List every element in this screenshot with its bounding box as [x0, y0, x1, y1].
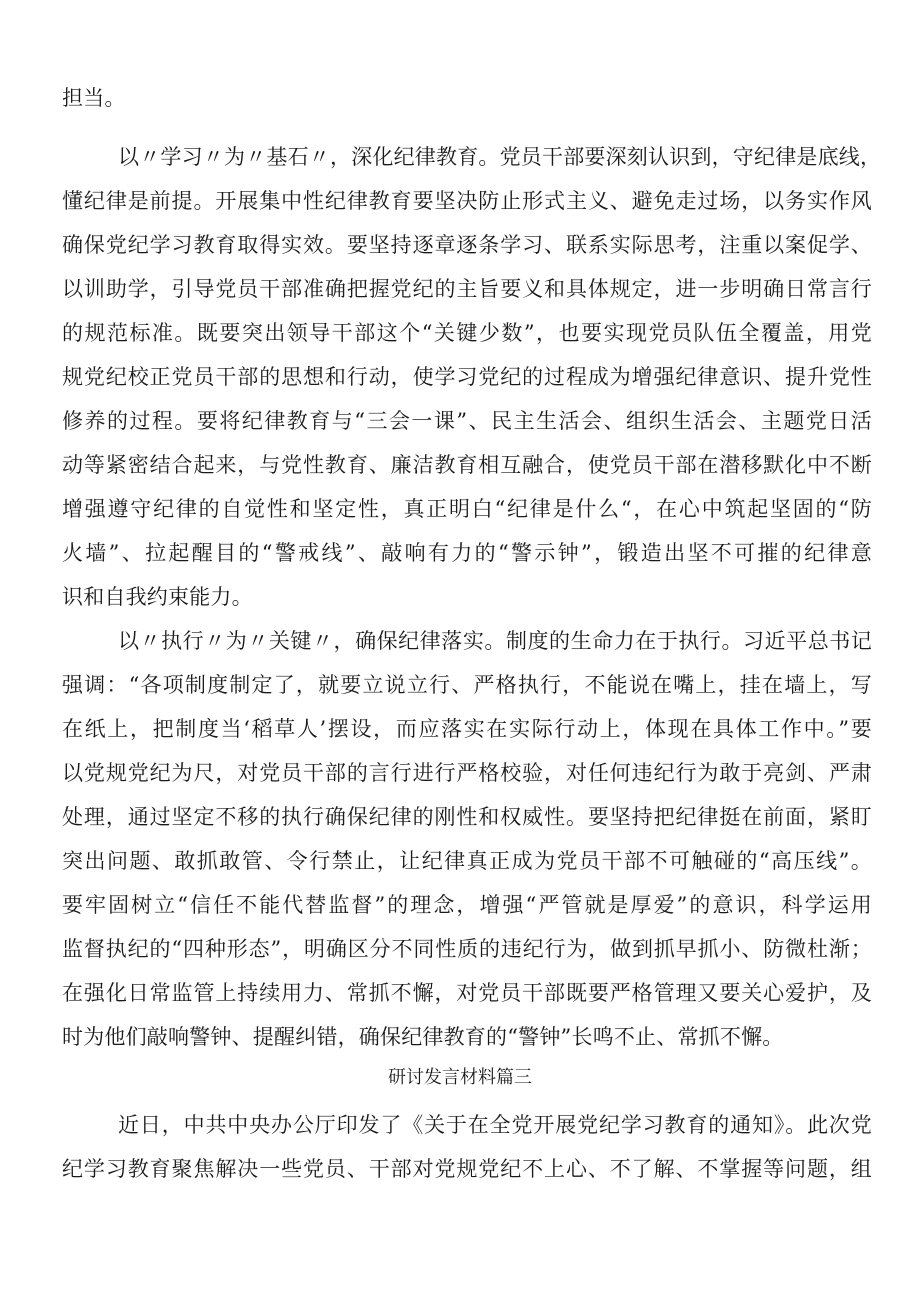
text-line: 修养的过程。要将纪律教育与“三会一课”、民主生活会、组织生活会、主题党日活: [62, 409, 872, 433]
text-line: 动等紧密结合起来，与党性教育、廉洁教育相互融合，使党员干部在潜移默化中不断: [62, 453, 872, 477]
text-line: 处理，通过坚定不移的执行确保纪律的刚性和权威性。要坚持把纪律挺在前面，紧盯: [62, 805, 872, 829]
text-line: 以〃执行〃为〃关键〃，确保纪律落实。制度的生命力在于执行。习近平总书记: [118, 629, 872, 653]
section-heading: 研讨发言材料篇三: [388, 1067, 532, 1088]
text-line: 近日，中共中央办公厅印发了《关于在全党开展党纪学习教育的通知》。此次党: [118, 1113, 872, 1137]
text-line: 纪学习教育聚焦解决一些党员、干部对党规党纪不上心、不了解、不掌握等问题，组: [62, 1157, 872, 1181]
text-line: 规党纪校正党员干部的思想和行动，使学习党纪的过程成为增强纪律意识、提升党性: [62, 365, 872, 389]
text-line: 以〃学习〃为〃基石〃，深化纪律教育。党员干部要深刻认识到，守纪律是底线，: [118, 145, 882, 169]
text-line: 在纸上，把制度当‘稻草人’摆设，而应落实在实际行动上，体现在具体工作中。”要: [62, 717, 872, 741]
text-line: 时为他们敲响警钟、提醒纠错，确保纪律教育的“警钟”长鸣不止、常抓不懈。: [62, 1025, 784, 1049]
text-line: 的规范标准。既要突出领导干部这个“关键少数”，也要实现党员队伍全覆盖，用党: [62, 321, 872, 345]
text-line: 懂纪律是前提。开展集中性纪律教育要坚决防止形式主义、避免走过场，以务实作风: [62, 189, 872, 213]
text-line: 担当。: [62, 86, 126, 110]
text-line: 火墙”、拉起醒目的“警戒线”、敲响有力的“警示钟”，锻造出坚不可摧的纪律意: [62, 541, 872, 565]
text-line: 识和自我约束能力。: [62, 585, 253, 609]
text-line: 突出问题、敢抓敢管、令行禁止，让纪律真正成为党员干部不可触碰的“高压线”。: [62, 849, 872, 873]
text-line: 确保党纪学习教育取得实效。要坚持逐章逐条学习、联系实际思考，注重以案促学、: [62, 233, 872, 257]
text-line: 监督执纪的“四种形态”，明确区分不同性质的违纪行为，做到抓早抓小、防微杜渐；: [62, 937, 872, 961]
text-line: 以党规党纪为尺，对党员干部的言行进行严格校验，对任何违纪行为敢于亮剑、严肃: [62, 761, 872, 785]
text-line: 在强化日常监管上持续用力、常抓不懈，对党员干部既要严格管理又要关心爱护，及: [62, 981, 872, 1005]
text-line: 增强遵守纪律的自觉性和坚定性，真正明白“纪律是什么“，在心中筑起坚固的“防: [62, 497, 872, 521]
text-line: 强调：“各项制度制定了，就要立说立行、严格执行，不能说在嘴上，挂在墙上，写: [62, 673, 872, 697]
text-line: 以训助学，引导党员干部准确把握党纪的主旨要义和具体规定，进一步明确日常言行: [62, 277, 872, 301]
text-line: 要牢固树立“信任不能代替监督”的理念，增强“严管就是厚爱”的意识，科学运用: [62, 893, 872, 917]
